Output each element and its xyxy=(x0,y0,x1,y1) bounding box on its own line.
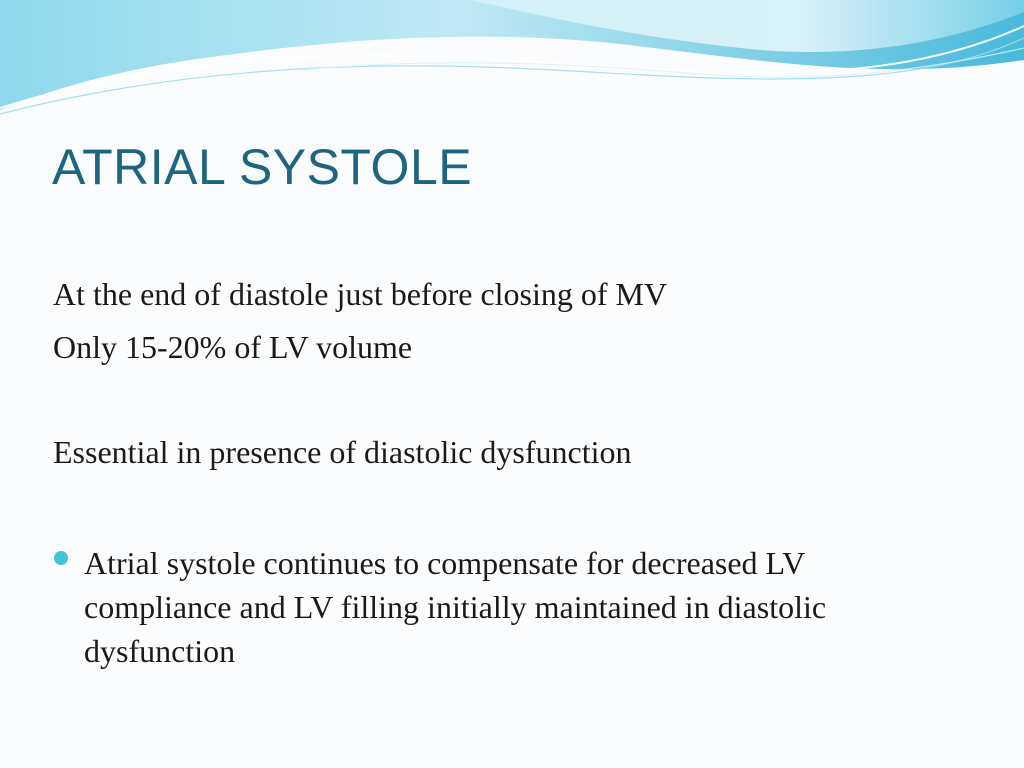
header-wave-decoration xyxy=(0,0,1024,120)
bullet-dot-icon xyxy=(54,551,68,565)
body-line-mv-closing: At the end of diastole just before closing of MV xyxy=(53,276,668,312)
body-line-lv-volume: Only 15-20% of LV volume xyxy=(53,329,413,365)
bullet-item xyxy=(53,541,953,673)
body-line-diastolic-dysfunction: Essential in presence of diastolic dysfunction xyxy=(53,434,632,470)
slide-title: ATRIAL SYSTOLE xyxy=(52,139,473,195)
bullet-text: Atrial systole continues to compensate for decreased LV compliance and LV filling initially maintained in diastolic dysfunction xyxy=(84,545,827,669)
